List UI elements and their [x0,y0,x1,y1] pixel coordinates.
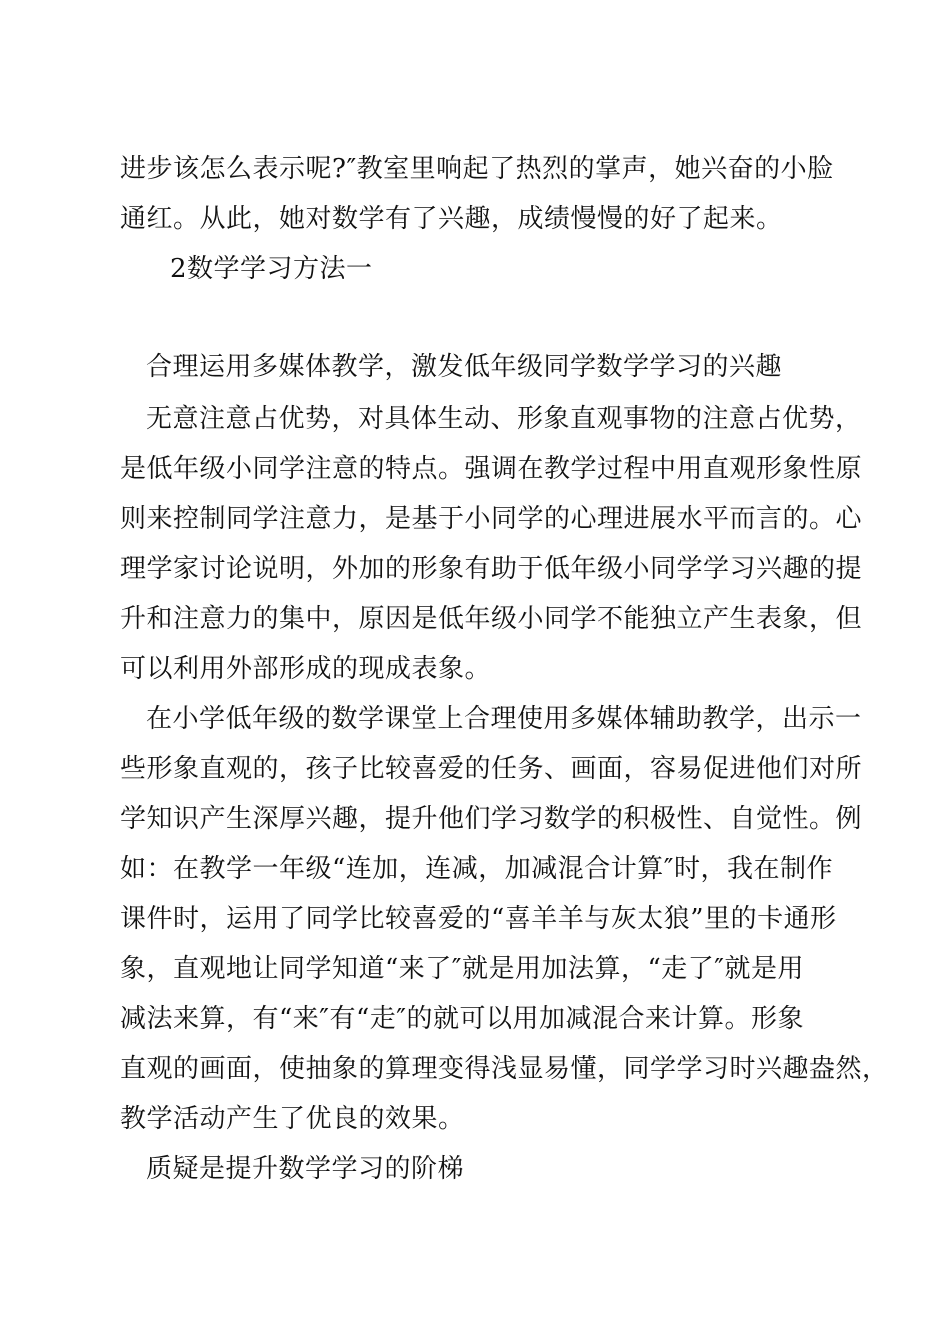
paragraph-line: 象，直观地让同学知道“来了″就是用加法算，“走了″就是用 [120,954,805,984]
paragraph-line: 无意注意占优势，对具体生动、形象直观事物的注意占优势， [146,404,862,434]
paragraph-line: 如：在教学一年级“连加，连减，加减混合计算″时，我在制作 [120,854,834,884]
paragraph-line: 减法来算，有“来″有“走″的就可以用加减混合来计算。形象 [120,1004,805,1034]
section-heading: 2数学学习方法一 [170,254,373,284]
paragraph-line: 通红。从此，她对数学有了兴趣，成绩慢慢的好了起来。 [120,204,783,234]
paragraph-line: 升和注意力的集中，原因是低年级小同学不能独立产生表象，但 [120,604,863,634]
paragraph-line: 在小学低年级的数学课堂上合理使用多媒体辅助教学，出示一 [146,704,862,734]
paragraph-line: 进步该怎么表示呢?″教室里响起了热烈的掌声，她兴奋的小脸 [120,154,834,184]
paragraph-line: 些形象直观的，孩子比较喜爱的任务、画面，容易促进他们对所 [120,754,863,784]
paragraph-line: 课件时，运用了同学比较喜爱的“喜羊羊与灰太狼”里的卡通形 [120,904,837,934]
paragraph-line: 则来控制同学注意力，是基于小同学的心理进展水平而言的。心 [120,504,863,534]
paragraph-line: 理学家讨论说明，外加的形象有助于低年级小同学学习兴趣的提 [120,554,863,584]
paragraph-line: 直观的画面，使抽象的算理变得浅显易懂，同学学习时兴趣盎然， [120,1054,889,1084]
paragraph-line: 可以利用外部形成的现成表象。 [120,654,492,684]
paragraph-line: 教学活动产生了优良的效果。 [120,1104,465,1134]
subsection-heading: 合理运用多媒体教学，激发低年级同学数学学习的兴趣 [146,352,783,382]
paragraph-line: 是低年级小同学注意的特点。强调在教学过程中用直观形象性原 [120,454,863,484]
subsection-heading: 质疑是提升数学学习的阶梯 [146,1154,465,1184]
paragraph-line: 学知识产生深厚兴趣，提升他们学习数学的积极性、自觉性。例 [120,804,863,834]
